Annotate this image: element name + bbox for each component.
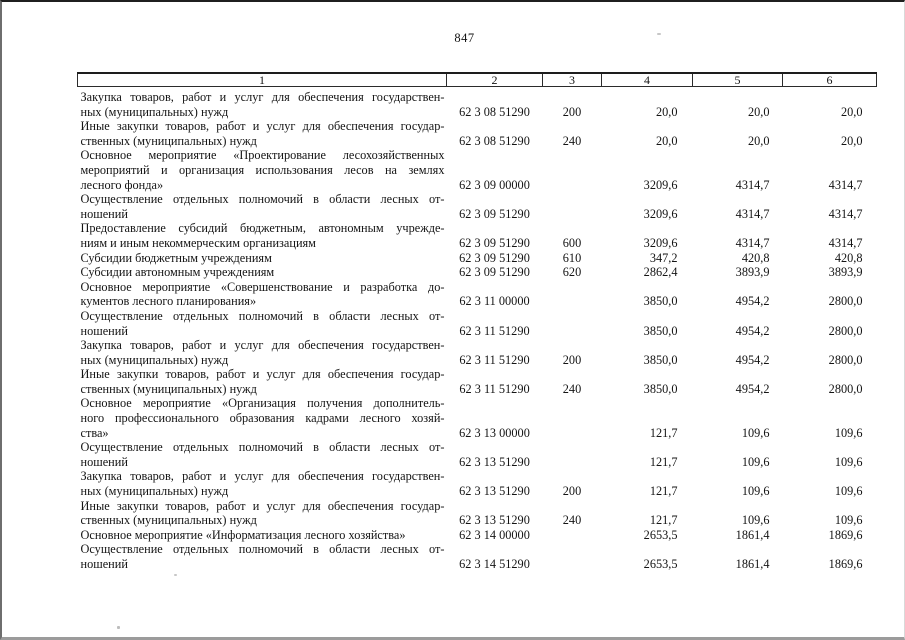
cell-amount-3: 109,6: [834, 454, 863, 469]
column-header-2: 2: [447, 73, 543, 87]
table-row: [78, 280, 877, 309]
cell-expense-type: 240: [562, 133, 582, 148]
table-row: [78, 469, 877, 498]
cell-amount-3: 4314,7: [828, 206, 863, 221]
cell-code: 62 3 08 51290: [459, 104, 530, 119]
cell-amount-1: 3850,0: [643, 381, 678, 396]
table-row: [78, 367, 877, 396]
cell-name: [78, 528, 447, 543]
table-row: [78, 221, 877, 250]
cell-code: 62 3 11 51290: [459, 352, 530, 367]
cell-amount-3: 1869,6: [828, 527, 863, 542]
name-line: Основное мероприятие «Совершенствование и разработка до-: [80, 279, 445, 294]
name-line: ных (муниципальных) нужд: [80, 352, 229, 367]
cell-name: [78, 119, 447, 148]
cell-amount-1: 3850,0: [643, 323, 678, 338]
cell-name: [78, 192, 447, 221]
cell-amount-1: 20,0: [655, 104, 678, 119]
cell-amount-2: 109,6: [741, 513, 770, 528]
cell-code: 62 3 11 00000: [459, 294, 530, 309]
name-line: ношений: [80, 557, 128, 571]
cell-code: 62 3 13 51290: [459, 513, 530, 528]
cell-amount-2: 20,0: [747, 133, 770, 148]
cell-amount-2: 4954,2: [735, 352, 770, 367]
name-line: ношений: [80, 206, 128, 221]
name-line: ниям и иным некоммерческим организациям: [80, 235, 316, 250]
cell-name: [78, 367, 447, 396]
name-line: кументов лесного планирования»: [80, 294, 257, 309]
cell-expense-type: 200: [562, 484, 582, 499]
cell-code: 62 3 14 00000: [459, 527, 530, 542]
cell-amount-3: 2800,0: [828, 381, 863, 396]
table-header-row: [78, 73, 877, 87]
cell-amount-3: 3893,9: [828, 265, 863, 280]
cell-amount-2: 109,6: [741, 454, 770, 469]
cell-expense-type: [543, 280, 602, 309]
name-line: Закупка товаров, работ и услуг для обеспечения государствен-: [80, 338, 445, 353]
cell-name: [78, 469, 447, 498]
cell-amount-1: 121,7: [649, 425, 678, 440]
cell-code: 62 3 13 00000: [459, 425, 530, 440]
cell-code: 62 3 11 51290: [459, 381, 530, 396]
name-line: Основное мероприятие «Организация получения дополнитель-: [80, 396, 445, 411]
table-row: [78, 396, 877, 440]
cell-amount-3: 420,8: [834, 250, 863, 265]
cell-name: [78, 87, 447, 120]
cell-expense-type: 600: [562, 235, 582, 250]
name-line: ных (муниципальных) нужд: [80, 484, 229, 499]
cell-name: [78, 396, 447, 440]
cell-amount-1: 2862,4: [643, 265, 678, 280]
name-line: Иные закупки товаров, работ и услуг для обеспечения государ-: [80, 367, 445, 382]
name-line: Осуществление отдельных полномочий в области лесных от-: [80, 308, 445, 323]
cell-amount-2: 4314,7: [735, 235, 770, 250]
name-line: Иные закупки товаров, работ и услуг для обеспечения государ-: [80, 498, 445, 513]
name-line: Закупка товаров, работ и услуг для обеспечения государствен-: [80, 90, 445, 104]
cell-code: 62 3 13 51290: [459, 484, 530, 499]
cell-amount-1: 3209,6: [643, 235, 678, 250]
table-row: [78, 192, 877, 221]
cell-expense-type: 620: [562, 265, 582, 280]
column-header-3: 3: [543, 73, 602, 87]
name-line: Осуществление отдельных полномочий в области лесных от-: [80, 192, 445, 207]
cell-expense-type: [543, 148, 602, 192]
name-line: лесного фонда»: [80, 177, 164, 192]
cell-amount-1: 20,0: [655, 133, 678, 148]
name-line: ных (муниципальных) нужд: [80, 104, 229, 119]
cell-amount-2: 20,0: [747, 104, 770, 119]
cell-amount-3: 1869,6: [828, 557, 863, 571]
cell-code: 62 3 09 51290: [459, 250, 530, 265]
name-line: ношений: [80, 323, 128, 338]
cell-amount-3: 2800,0: [828, 352, 863, 367]
cell-amount-2: 4314,7: [735, 206, 770, 221]
cell-amount-1: 3209,6: [643, 206, 678, 221]
scan-speck: [657, 33, 661, 35]
cell-amount-3: 2800,0: [828, 294, 863, 309]
column-header-5: 5: [693, 73, 783, 87]
cell-amount-1: 2653,5: [643, 527, 678, 542]
cell-amount-1: 121,7: [649, 454, 678, 469]
cell-amount-2: 1861,4: [735, 527, 770, 542]
cell-amount-3: 20,0: [840, 104, 863, 119]
cell-name: [78, 440, 447, 469]
cell-name: [78, 338, 447, 367]
page-number: 847: [454, 31, 475, 45]
scan-speck: [174, 574, 177, 576]
cell-code: 62 3 09 51290: [459, 265, 530, 280]
cell-amount-1: 3850,0: [643, 294, 678, 309]
name-line: ства»: [80, 425, 109, 440]
name-line: Предоставление субсидий бюджетным, автономным учрежде-: [80, 221, 445, 236]
cell-amount-3: 109,6: [834, 484, 863, 499]
name-line: ного профессионального образования кадрами лесного хозяй-: [80, 411, 445, 426]
cell-amount-3: 109,6: [834, 513, 863, 528]
cell-expense-type: 240: [562, 381, 582, 396]
cell-code: 62 3 11 51290: [459, 323, 530, 338]
table-row: [78, 440, 877, 469]
cell-amount-3: 4314,7: [828, 235, 863, 250]
name-line: ственных (муниципальных) нужд: [80, 513, 257, 528]
cell-amount-2: 4314,7: [735, 177, 770, 192]
cell-code: 62 3 09 00000: [459, 177, 530, 192]
cell-expense-type: 240: [562, 513, 582, 528]
cell-amount-2: 109,6: [741, 425, 770, 440]
column-header-4: 4: [602, 73, 693, 87]
cell-name: [78, 499, 447, 528]
cell-code: 62 3 14 51290: [459, 557, 530, 571]
name-line: Иные закупки товаров, работ и услуг для обеспечения государ-: [80, 119, 445, 134]
cell-expense-type: [543, 542, 602, 571]
cell-amount-2: 109,6: [741, 484, 770, 499]
table-body: [78, 87, 877, 572]
cell-expense-type: 200: [562, 104, 582, 119]
table-row: [78, 309, 877, 338]
cell-amount-2: 4954,2: [735, 381, 770, 396]
name-line: ношений: [80, 454, 128, 469]
name-line: ственных (муниципальных) нужд: [80, 381, 257, 396]
cell-expense-type: 200: [562, 352, 582, 367]
cell-code: 62 3 09 51290: [459, 235, 530, 250]
table-row: [78, 499, 877, 528]
cell-amount-3: 20,0: [840, 133, 863, 148]
cell-amount-2: 4954,2: [735, 294, 770, 309]
cell-expense-type: [543, 528, 602, 543]
table-row: [78, 119, 877, 148]
cell-name: [78, 148, 447, 192]
cell-amount-2: 3893,9: [735, 265, 770, 280]
cell-name: [78, 280, 447, 309]
cell-name: [78, 251, 447, 266]
table-row: [78, 338, 877, 367]
budget-table: [77, 72, 877, 572]
table-row: [78, 542, 877, 571]
table-row: [78, 87, 877, 120]
cell-name: [78, 221, 447, 250]
table-row: [78, 265, 877, 280]
cell-expense-type: [543, 309, 602, 338]
name-line: Основное мероприятие «Проектирование лесохозяйственных: [80, 148, 445, 163]
column-header-1: 1: [78, 73, 447, 87]
name-line: мероприятий и организация использования лесов на землях: [80, 162, 445, 177]
cell-amount-3: 109,6: [834, 425, 863, 440]
cell-name: [78, 542, 447, 571]
cell-expense-type: [543, 396, 602, 440]
name-line: Субсидии бюджетным учреждениям: [80, 250, 272, 265]
cell-amount-1: 121,7: [649, 484, 678, 499]
cell-amount-1: 2653,5: [643, 557, 678, 571]
name-line: Осуществление отдельных полномочий в области лесных от-: [80, 542, 445, 557]
name-line: Осуществление отдельных полномочий в области лесных от-: [80, 440, 445, 455]
table-row: [78, 251, 877, 266]
cell-name: [78, 309, 447, 338]
cell-amount-2: 1861,4: [735, 557, 770, 571]
table-row: [78, 528, 877, 543]
cell-expense-type: 610: [562, 250, 582, 265]
name-line: ственных (муниципальных) нужд: [80, 133, 257, 148]
name-line: Основное мероприятие «Информатизация лесного хозяйства»: [80, 527, 406, 542]
cell-amount-2: 4954,2: [735, 323, 770, 338]
scan-speck: [117, 626, 120, 629]
cell-amount-3: 4314,7: [828, 177, 863, 192]
cell-expense-type: [543, 440, 602, 469]
cell-amount-3: 2800,0: [828, 323, 863, 338]
cell-amount-1: 3209,6: [643, 177, 678, 192]
cell-code: 62 3 09 51290: [459, 206, 530, 221]
name-line: Субсидии автономным учреждениям: [80, 265, 275, 280]
name-line: Закупка товаров, работ и услуг для обеспечения государствен-: [80, 469, 445, 484]
column-header-6: 6: [783, 73, 877, 87]
cell-amount-2: 420,8: [741, 250, 770, 265]
cell-expense-type: [543, 192, 602, 221]
cell-amount-1: 3850,0: [643, 352, 678, 367]
table-row: [78, 148, 877, 192]
cell-code: 62 3 08 51290: [459, 133, 530, 148]
cell-amount-1: 121,7: [649, 513, 678, 528]
cell-name: [78, 265, 447, 280]
cell-code: 62 3 13 51290: [459, 454, 530, 469]
cell-amount-1: 347,2: [649, 250, 678, 265]
